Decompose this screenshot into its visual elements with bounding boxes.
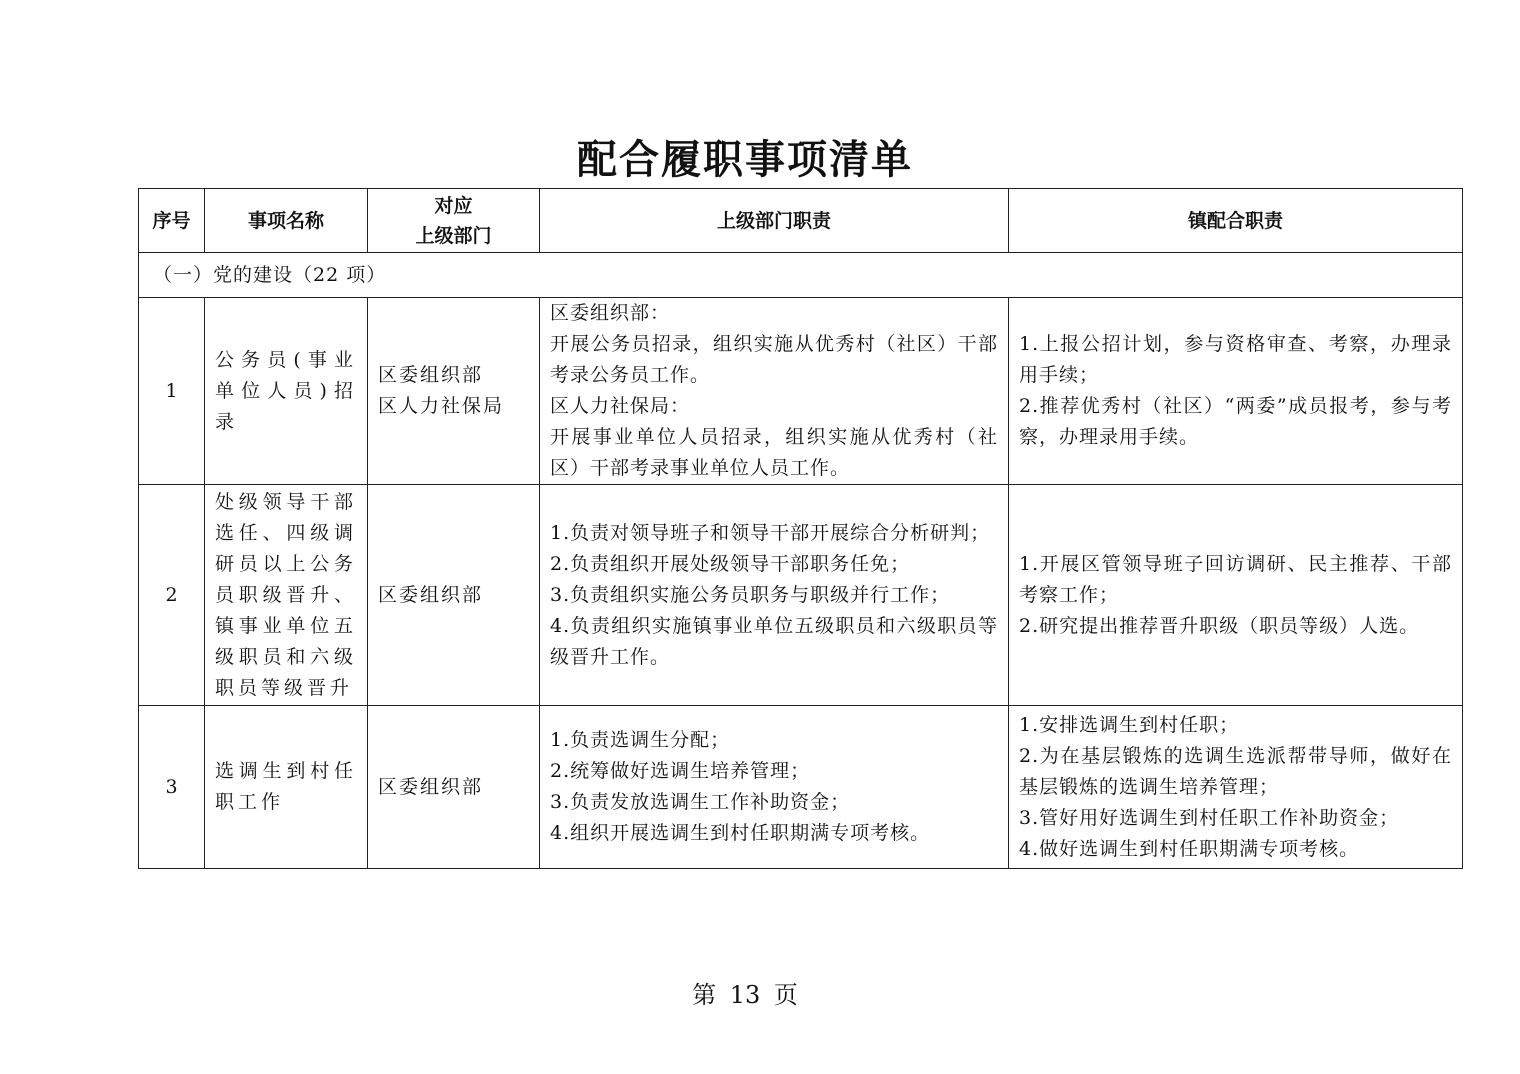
row-upper-duty <box>540 706 1009 869</box>
duty-line: 3.管好用好选调生到村任职工作补助资金； <box>1019 806 1400 829</box>
row-name: 公务员(事业单位人员)招录 <box>205 298 368 485</box>
header-dept-line2: 上级部门 <box>415 224 492 247</box>
dept-line: 区委组织部 <box>378 364 484 386</box>
section-row <box>139 253 1463 298</box>
table-row <box>139 298 1463 485</box>
row-name: 选调生到村任职工作 <box>205 706 368 869</box>
row-dept <box>368 298 540 485</box>
duty-line: 3.负责组织实施公务员职务与职级并行工作； <box>550 583 951 606</box>
header-town: 镇配合职责 <box>1009 189 1463 253</box>
duty-line: 2.研究提出推荐晋升职级（职员等级）人选。 <box>1019 614 1420 637</box>
header-dept-line1: 对应 <box>434 194 473 217</box>
duty-line: 1.负责选调生分配； <box>550 729 731 751</box>
duty-line: 1.负责对领导班子和领导干部开展综合分析研判； <box>550 521 991 544</box>
duty-line: 4.组织开展选调生到村任职期满专项考核。 <box>550 822 931 844</box>
row-seq: 2 <box>139 485 205 706</box>
duty-line: 2.为在基层锻炼的选调生选派帮带导师，做好在基层锻炼的选调生培养管理； <box>1019 744 1452 798</box>
duty-line: 区委组织部： <box>550 302 671 324</box>
table-row <box>139 485 1463 706</box>
duty-line: 2.统筹做好选调生培养管理； <box>550 760 811 782</box>
page-title: 配合履职事项清单 <box>577 136 913 183</box>
table-header-row <box>139 189 1463 253</box>
duty-line: 1.上报公招计划，参与资格审查、考察，办理录用手续； <box>1019 333 1452 386</box>
row-name: 处级领导干部选任、四级调研员以上公务员职级晋升、镇事业单位五级职员和六级职员等级晋升 <box>205 485 368 706</box>
dept-line: 区委组织部 <box>378 775 484 798</box>
section-title: （一）党的建设（22 项） <box>139 253 1463 298</box>
page-number: 第 13 页 <box>692 981 798 1009</box>
row-town-duty <box>1009 706 1463 869</box>
row-town-duty <box>1009 298 1463 485</box>
header-dept <box>368 189 540 253</box>
header-name: 事项名称 <box>205 189 368 253</box>
duty-line: 4.做好选调生到村任职期满专项考核。 <box>1019 837 1360 860</box>
dept-line: 区委组织部 <box>378 583 484 606</box>
duty-table <box>138 188 1463 869</box>
dept-line: 区人力社保局 <box>378 395 505 417</box>
duty-line: 3.负责发放选调生工作补助资金； <box>550 791 851 813</box>
duty-line: 1.开展区管领导班子回访调研、民主推荐、干部考察工作； <box>1019 552 1452 606</box>
header-seq: 序号 <box>139 189 205 253</box>
duty-line: 2.负责组织开展处级领导干部职务任免； <box>550 552 911 575</box>
row-upper-duty <box>540 485 1009 706</box>
table-row <box>139 706 1463 869</box>
header-upper: 上级部门职责 <box>540 189 1009 253</box>
duty-line: 1.安排选调生到村任职； <box>1019 713 1240 736</box>
duty-line: 4.负责组织实施镇事业单位五级职员和六级职员等级晋升工作。 <box>550 614 998 668</box>
duty-line: 区人力社保局： <box>550 395 691 417</box>
duty-line: 2.推荐优秀村（社区）“两委”成员报考，参与考察，办理录用手续。 <box>1019 395 1452 448</box>
row-town-duty <box>1009 485 1463 706</box>
duty-line: 开展事业单位人员招录，组织实施从优秀村（社区）干部考录事业单位人员工作。 <box>550 426 998 479</box>
row-seq: 3 <box>139 706 205 869</box>
duty-line: 开展公务员招录，组织实施从优秀村（社区）干部考录公务员工作。 <box>550 333 998 386</box>
row-upper-duty <box>540 298 1009 485</box>
row-dept <box>368 706 540 869</box>
row-dept <box>368 485 540 706</box>
row-seq: 1 <box>139 298 205 485</box>
